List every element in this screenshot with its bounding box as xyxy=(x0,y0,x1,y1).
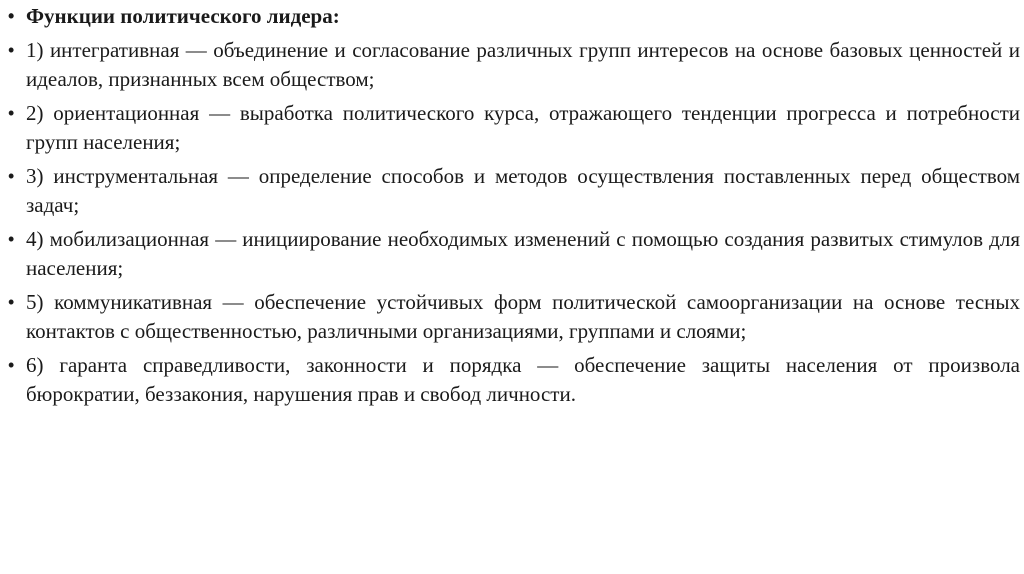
list-item xyxy=(6,351,1020,409)
bullet-icon: • xyxy=(8,355,15,375)
list-item-text: 5) коммуникативная — обеспечение устойчивых форм политической самоорганизации на основе тесных контактов с общественностью, различными организациями, группами и слоями; xyxy=(26,290,1020,343)
heading-text: Функции политического лидера: xyxy=(26,4,340,28)
bullet-icon: • xyxy=(8,292,15,312)
list-item xyxy=(6,225,1020,283)
list-item xyxy=(6,162,1020,220)
bullet-list xyxy=(6,2,1020,414)
list-item xyxy=(6,288,1020,346)
list-item-text: 1) интегративная — объединение и согласование различных групп интересов на основе базовых ценностей и идеалов, признанных всем обществом; xyxy=(26,38,1020,91)
list-item-text: 6) гаранта справедливости, законности и порядка — обеспечение защиты населения от произвола бюрократии, беззакония, нарушения прав и свобод личности. xyxy=(26,353,1020,406)
bullet-icon: • xyxy=(8,103,15,123)
bullet-icon: • xyxy=(8,40,15,60)
bullet-icon: • xyxy=(8,229,15,249)
list-item-text: 4) мобилизационная — инициирование необходимых изменений с помощью создания развитых стимулов для населения; xyxy=(26,227,1020,280)
bullet-icon: • xyxy=(8,6,15,26)
list-item xyxy=(6,99,1020,157)
list-item-text: 3) инструментальная — определение способов и методов осуществления поставленных перед обществом задач; xyxy=(26,164,1020,217)
list-item-text: 2) ориентационная — выработка политического курса, отражающего тенденции прогресса и потребности групп населения; xyxy=(26,101,1020,154)
bullet-icon: • xyxy=(8,166,15,186)
list-item xyxy=(6,36,1020,94)
list-heading xyxy=(6,2,1020,31)
